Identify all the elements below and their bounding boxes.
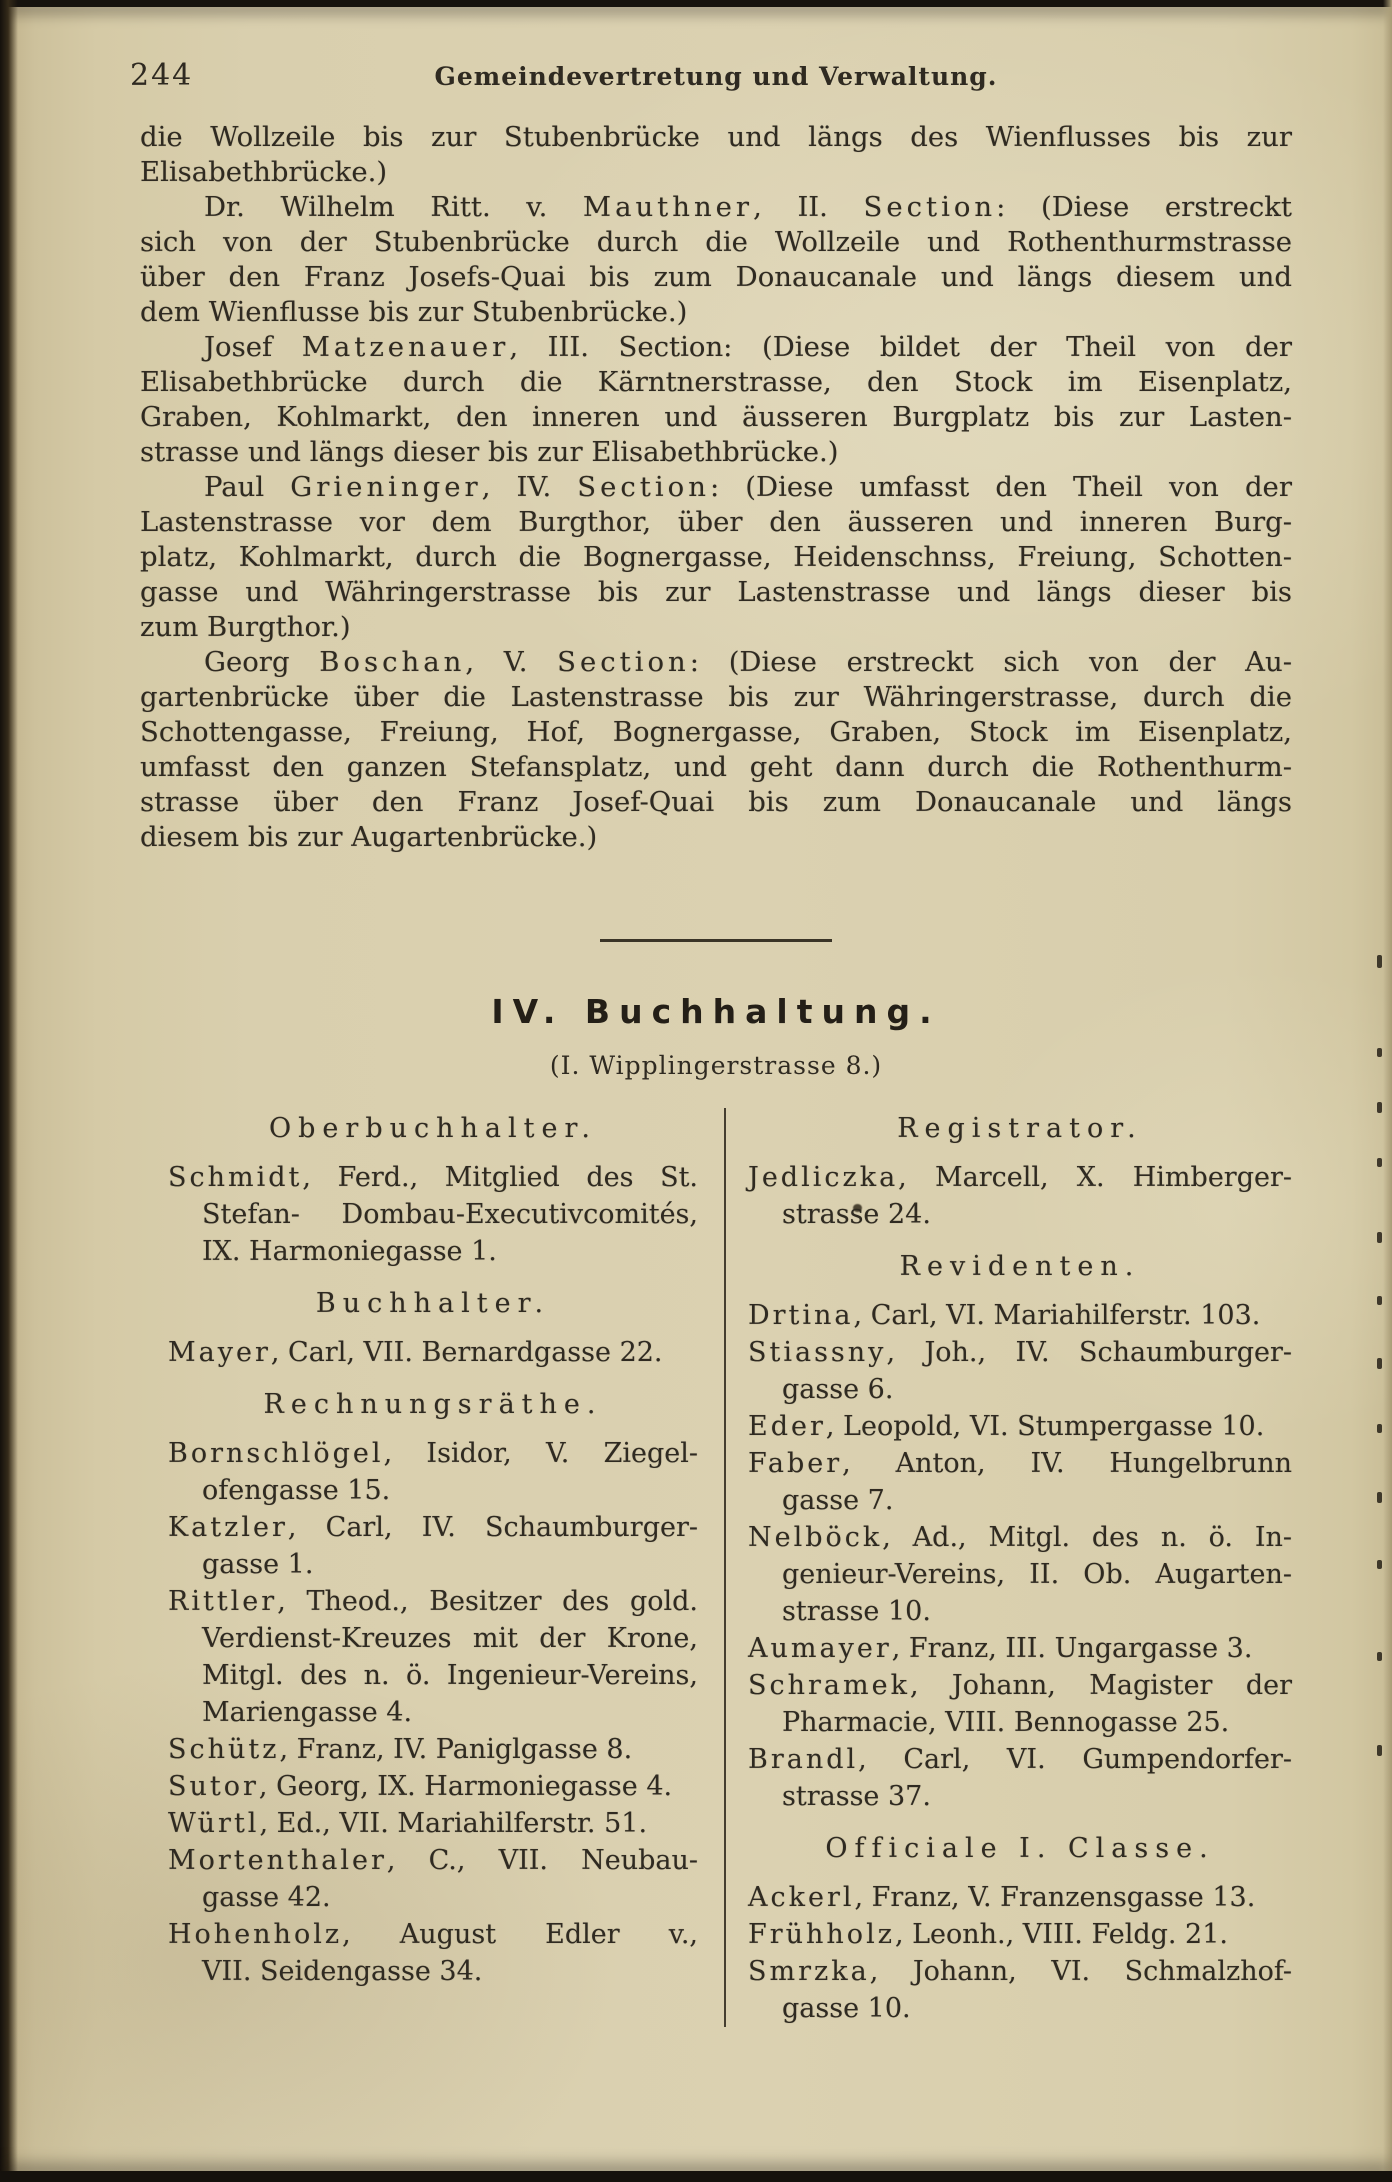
- directory-entry: [748, 1297, 1292, 1334]
- entry-detail: , Ad., Mitgl. des n. ö. In-: [882, 1522, 1292, 1553]
- body-text-line: [140, 715, 1292, 750]
- directory-entry: [748, 1879, 1292, 1916]
- entry-name: Smrzka: [748, 1956, 870, 1987]
- entry-name: Schütz: [168, 1734, 280, 1765]
- entry-name: Sutor: [168, 1771, 259, 1802]
- page-edge-mark: [1377, 1745, 1382, 1756]
- entry-line: gasse 10.: [782, 1993, 911, 2024]
- directory-entry: [748, 1667, 1292, 1741]
- entry-line: gasse 6.: [782, 1374, 894, 1405]
- body-text-segment: Section: [577, 471, 710, 503]
- body-text-line: [140, 750, 1292, 785]
- body-text-segment: , II.: [753, 191, 864, 223]
- entry-name: Aumayer: [748, 1633, 892, 1664]
- body-text-line: [140, 365, 1292, 400]
- directory-entry: [168, 1731, 698, 1768]
- body-text-segment: dem Wienflusse bis zur Stubenbrücke.): [140, 296, 688, 328]
- directory-entry: [168, 1159, 698, 1270]
- body-text-segment: Section: [557, 646, 690, 678]
- page-edge-mark: [1377, 1296, 1382, 1305]
- entry-name: Katzler: [168, 1512, 288, 1543]
- page-edge-mark: [1377, 1358, 1382, 1369]
- entry-detail: , August Edler v.,: [342, 1919, 698, 1950]
- entry-detail: , Isidor, V. Ziegel-: [383, 1438, 698, 1469]
- entry-line: [748, 1916, 1292, 1953]
- entry-name: Würtl: [168, 1808, 260, 1839]
- body-text-segment: : (Diese umfasst den Theil von der: [709, 471, 1292, 503]
- entry-line: strasse 37.: [782, 1781, 931, 1812]
- body-text-segment: Schottengasse, Freiung, Hof, Bognergasse, Graben, Stock im Eisenplatz,: [140, 716, 1292, 748]
- body-text-segment: Paul: [204, 471, 291, 503]
- body-text-segment: Elisabethbrücke.): [140, 156, 388, 188]
- body-text-line: [140, 645, 1292, 680]
- body-text-line: [140, 190, 1292, 225]
- entry-detail: , Ed., VII. Mariahilferstr. 51.: [259, 1808, 648, 1839]
- body-text-segment: gasse und Währingerstrasse bis zur Lastenstrasse und längs dieser bis: [140, 576, 1292, 608]
- entry-detail: , Ferd., Mitglied des St.: [302, 1162, 698, 1193]
- page-top-edge: [0, 0, 1392, 7]
- body-text-segment: Matzenauer: [301, 331, 510, 363]
- body-text-segment: gartenbrücke über die Lastenstrasse bis zur Währingerstrasse, durch die: [140, 681, 1292, 713]
- entry-line: [748, 1667, 1292, 1704]
- body-text-segment: Lastenstrasse vor dem Burgthor, über den äusseren und inneren Burg-: [140, 506, 1292, 538]
- entry-name: Stiassny: [748, 1337, 887, 1368]
- entry-line: [168, 1435, 698, 1472]
- page-header: [130, 56, 1292, 94]
- directory-entry: [168, 1583, 698, 1731]
- body-text-segment: sich von der Stubenbrücke durch die Wollzeile und Rothenthurmstrasse: [140, 226, 1292, 258]
- body-text-line: [140, 470, 1292, 505]
- body-text-line: [140, 435, 1292, 470]
- entry-detail: , Franz, V. Franzensgasse 13.: [854, 1882, 1256, 1913]
- body-text-segment: Dr. Wilhelm Ritt. v.: [204, 191, 583, 223]
- entry-detail: , Carl, IV. Schaumburger-: [287, 1512, 698, 1543]
- directory-entry: [748, 1445, 1292, 1519]
- body-text-line: [140, 330, 1292, 365]
- entry-detail: , Carl, VI. Mariahilferstr. 103.: [853, 1300, 1261, 1331]
- body-text-segment: Grieninger: [290, 471, 482, 503]
- page-edge-mark: [1377, 1652, 1382, 1661]
- entry-line: [168, 1768, 698, 1805]
- entry-name: Schmidt: [168, 1162, 303, 1193]
- body-text-segment: , IV.: [481, 471, 578, 503]
- entry-line: ofengasse 15.: [202, 1475, 391, 1506]
- entry-detail: , Theod., Besitzer des gold.: [277, 1586, 698, 1617]
- body-text-line: [140, 155, 1292, 190]
- entry-name: Hohenholz: [168, 1919, 343, 1950]
- entry-name: Brandl: [748, 1744, 859, 1775]
- entry-line: gasse 42.: [202, 1882, 331, 1913]
- entry-line: Stefan- Dombau-Executivcomités,: [202, 1199, 698, 1230]
- entry-detail: , Marcell, X. Himberger-: [898, 1162, 1292, 1193]
- directory-entry: [168, 1842, 698, 1916]
- body-text-segment: , III. Section: (Diese bildet der Theil von der: [509, 331, 1292, 363]
- page-edge-mark: [1377, 1492, 1382, 1503]
- body-text-segment: : (Diese erstreckt: [996, 191, 1292, 223]
- body-text-line: [140, 120, 1292, 155]
- entry-detail: , Leopold, VI. Stumpergasse 10.: [825, 1411, 1265, 1442]
- entry-line: [748, 1953, 1292, 1990]
- entry-line: IX. Harmoniegasse 1.: [202, 1236, 497, 1267]
- directory-entry: [748, 1916, 1292, 1953]
- body-text-line: [140, 505, 1292, 540]
- page-left-edge: [0, 0, 18, 2182]
- body-text-segment: strasse und längs dieser bis zur Elisabethbrücke.): [140, 436, 839, 468]
- entry-name: Ackerl: [748, 1882, 855, 1913]
- entry-detail: , Franz, III. Ungargasse 3.: [891, 1633, 1253, 1664]
- section-divider-rule: [600, 939, 832, 942]
- body-text-segment: Boschan: [319, 646, 466, 678]
- body-text-segment: zum Burgthor.): [140, 611, 351, 643]
- directory-entry: [168, 1916, 698, 1990]
- page-bottom-edge: [0, 2171, 1392, 2182]
- entry-name: Eder: [748, 1411, 826, 1442]
- entry-line: [748, 1519, 1292, 1556]
- entry-line: [168, 1805, 698, 1842]
- page-number: 244: [130, 58, 194, 93]
- body-text-segment: Graben, Kohlmarkt, den inneren und äusseren Burgplatz bis zur Lasten-: [140, 401, 1292, 433]
- entry-name: Mayer: [168, 1337, 271, 1368]
- column-heading: Registrator.: [897, 1113, 1143, 1144]
- directory-entry: [168, 1768, 698, 1805]
- directory-entry: [748, 1159, 1292, 1233]
- entry-detail: , Johann, VI. Schmalzhof-: [869, 1956, 1292, 1987]
- body-text-line: [140, 540, 1292, 575]
- body-text-line: [140, 260, 1292, 295]
- entry-name: Bornschlögel: [168, 1438, 384, 1469]
- entry-line: VII. Seidengasse 34.: [202, 1956, 483, 1987]
- directory-column-left: [140, 1108, 724, 2027]
- entry-line: genieur-Vereins, II. Ob. Augarten-: [782, 1559, 1292, 1590]
- entry-line: Mariengasse 4.: [202, 1697, 413, 1728]
- entry-line: [168, 1159, 698, 1196]
- body-text-line: [140, 400, 1292, 435]
- entry-line: [168, 1916, 698, 1953]
- section-heading: IV. Buchhaltung.: [491, 992, 941, 1031]
- body-text-segment: strasse über den Franz Josef-Quai bis zum Donaucanale und längs: [140, 786, 1292, 818]
- entry-detail: , Joh., IV. Schaumburger-: [886, 1337, 1292, 1368]
- body-text-line: [140, 225, 1292, 260]
- entry-line: strasse 24.: [782, 1199, 931, 1230]
- body-text-segment: , V.: [465, 646, 558, 678]
- directory-entry: [168, 1805, 698, 1842]
- page-edge-mark: [1377, 955, 1382, 968]
- running-title: Gemeindevertretung und Verwaltung.: [434, 62, 998, 91]
- directory-entry: [748, 1953, 1292, 2027]
- page-edge-mark: [1377, 1232, 1382, 1243]
- page-edge-mark: [1377, 1158, 1382, 1167]
- entry-line: [748, 1159, 1292, 1196]
- directory-entry: [168, 1435, 698, 1509]
- body-text-segment: Elisabethbrücke durch die Kärntnerstrasse, den Stock im Eisenplatz,: [140, 366, 1292, 398]
- column-heading: Revidenten.: [899, 1251, 1141, 1282]
- page-edge-mark: [1377, 1048, 1382, 1057]
- entry-line: [168, 1509, 698, 1546]
- entry-name: Faber: [748, 1448, 843, 1479]
- entry-detail: , Georg, IX. Harmoniegasse 4.: [258, 1771, 673, 1802]
- entry-detail: , Anton, IV. Hungelbrunn: [842, 1448, 1292, 1479]
- directory-column-right: [724, 1108, 1292, 2027]
- entry-detail: , Franz, IV. Paniglgasse 8.: [279, 1734, 633, 1765]
- entry-detail: , Leonh., VIII. Feldg. 21.: [894, 1919, 1228, 1950]
- entry-name: Drtina: [748, 1300, 854, 1331]
- entry-line: gasse 1.: [202, 1549, 314, 1580]
- body-text-segment: die Wollzeile bis zur Stubenbrücke und längs des Wienflusses bis zur: [140, 121, 1292, 153]
- body-text-line: [140, 295, 1292, 330]
- entry-line: [748, 1334, 1292, 1371]
- entry-line: [748, 1879, 1292, 1916]
- directory-entry: [748, 1334, 1292, 1408]
- entry-line: strasse 10.: [782, 1596, 931, 1627]
- entry-line: [168, 1731, 698, 1768]
- body-text-line: [140, 610, 1292, 645]
- entry-name: Jedliczka: [748, 1162, 899, 1193]
- body-text-segment: Georg: [204, 646, 320, 678]
- directory-entry: [748, 1519, 1292, 1630]
- body-text-line: [140, 785, 1292, 820]
- entry-line: [748, 1741, 1292, 1778]
- directory-entry: [748, 1408, 1292, 1445]
- column-heading: Officiale I. Classe.: [825, 1833, 1215, 1864]
- entry-line: Mitgl. des n. ö. Ingenieur-Vereins,: [202, 1660, 698, 1691]
- section-subheading: (I. Wipplingerstrasse 8.): [549, 1051, 883, 1080]
- entry-name: Schramek: [748, 1670, 910, 1701]
- body-text-segment: Mauthner: [582, 191, 754, 223]
- body-text-segment: diesem bis zur Augartenbrücke.): [140, 821, 598, 853]
- body-text-segment: : (Diese erstreckt sich von der Au-: [689, 646, 1292, 678]
- text-block: [130, 56, 1292, 2027]
- body-text-segment: platz, Kohlmarkt, durch die Bognergasse, Heidenschnss, Freiung, Schotten-: [140, 541, 1292, 573]
- directory-entry: [748, 1741, 1292, 1815]
- page-edge-mark: [1377, 1424, 1382, 1433]
- entry-name: Rittler: [168, 1586, 278, 1617]
- page-edge-mark: [1377, 1560, 1382, 1569]
- entry-line: Pharmacie, VIII. Bennogasse 25.: [782, 1707, 1230, 1738]
- directory-columns: [140, 1108, 1292, 2027]
- entry-line: [168, 1842, 698, 1879]
- body-text-segment: über den Franz Josefs-Quai bis zum Donaucanale und längs diesem und: [140, 261, 1292, 293]
- entry-name: Nelböck: [748, 1522, 883, 1553]
- body-text-line: [140, 820, 1292, 855]
- body-text-line: [140, 680, 1292, 715]
- entry-line: [748, 1445, 1292, 1482]
- entry-name: Frühholz: [748, 1919, 895, 1950]
- column-heading: Rechnungsräthe.: [263, 1389, 603, 1420]
- page-right-edge: [1383, 0, 1392, 2182]
- column-heading: Oberbuchhalter.: [269, 1113, 597, 1144]
- entry-line: [748, 1408, 1292, 1445]
- body-text-line: [140, 575, 1292, 610]
- entry-name: Mortenthaler: [168, 1845, 387, 1876]
- column-heading: Buchhalter.: [315, 1288, 551, 1319]
- entry-detail: , Johann, Magister der: [909, 1670, 1292, 1701]
- entry-line: [748, 1297, 1292, 1334]
- directory-entry: [748, 1630, 1292, 1667]
- body-text-segment: Section: [863, 191, 997, 223]
- body-text-segment: umfasst den ganzen Stefansplatz, und geht dann durch die Rothenthurm-: [140, 751, 1292, 783]
- page-edge-mark: [1377, 1102, 1382, 1113]
- entry-line: [748, 1630, 1292, 1667]
- entry-detail: , C., VII. Neubau-: [386, 1845, 698, 1876]
- entry-line: Verdienst-Kreuzes mit der Krone,: [202, 1623, 698, 1654]
- entry-detail: , Carl, VII. Bernardgasse 22.: [270, 1337, 663, 1368]
- body-paragraphs: [140, 120, 1292, 855]
- entry-line: [168, 1583, 698, 1620]
- entry-detail: , Carl, VI. Gumpendorfer-: [858, 1744, 1292, 1775]
- body-text-segment: Josef: [204, 331, 302, 363]
- directory-entry: [168, 1509, 698, 1583]
- entry-line: [168, 1334, 698, 1371]
- entry-line: gasse 7.: [782, 1485, 894, 1516]
- directory-entry: [168, 1334, 698, 1371]
